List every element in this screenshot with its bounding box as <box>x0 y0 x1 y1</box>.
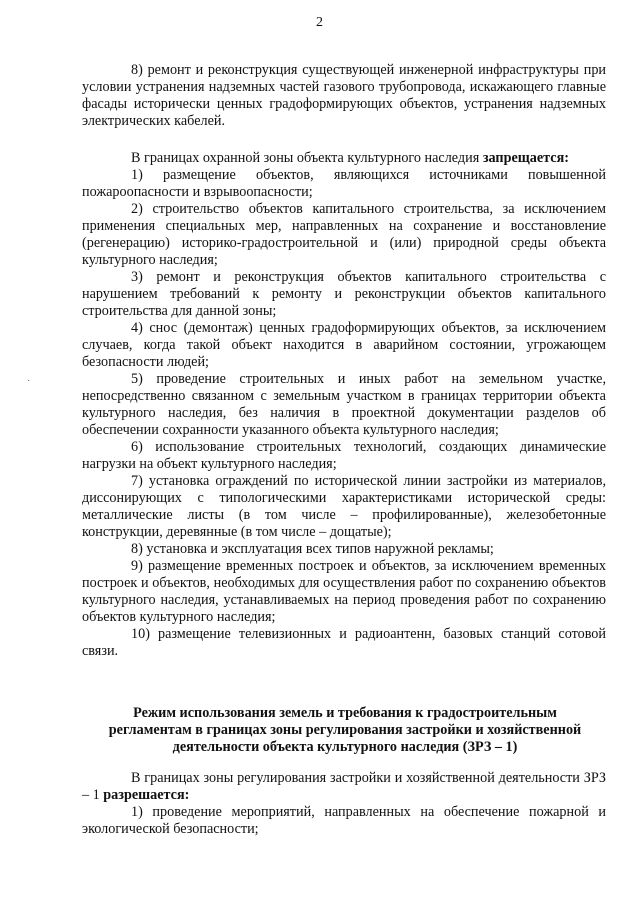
prohibited-item: 10) размещение телевизионных и радиоантенн, базовых станций сотовой связи. <box>82 626 606 659</box>
paragraph-item-8: 8) ремонт и реконструкция существующей инженерной инфраструктуры при условии устранения надземных частей газового трубопровода, искажающего главные фасады исторически ценных градоформирующих объектов, устранения надземных электрических кабелей. <box>82 62 606 129</box>
prohibited-keyword: запрещается: <box>482 150 569 166</box>
prohibited-item: 7) установка ограждений по исторической линии застройки из материалов, диссонирующих с типологическими характеристиками исторической среды: металлические листы (в том числе – профилированные), железобетонные конструкции, деревянные (в том числе – дощатые); <box>82 473 606 540</box>
prohibited-item: 6) использование строительных технологий, создающих динамические нагрузки на объект культурного наследия; <box>82 439 606 472</box>
prohibited-item: 3) ремонт и реконструкция объектов капитального строительства с нарушением требований к ремонту и реконструкции объектов капитального строительства для данной зоны; <box>82 269 606 319</box>
permitted-intro <box>82 770 606 804</box>
section-infrastructure <box>82 62 606 130</box>
section-heading <box>90 705 600 756</box>
prohibited-intro <box>82 150 606 167</box>
prohibited-item: 1) размещение объектов, являющихся источниками повышенной пожароопасности и взрывоопасности; <box>82 167 606 200</box>
heading-line: регламентам в границах зоны регулирования застройки и хозяйственной <box>108 722 582 738</box>
section-prohibited <box>82 150 606 660</box>
permitted-keyword: разрешается: <box>103 787 190 803</box>
heading-line: деятельности объекта культурного наследия (ЗРЗ – 1) <box>172 739 518 755</box>
prohibited-item: 2) строительство объектов капитального строительства, за исключением применения специальных мер, направленных на сохранение и восстановление (регенерацию) историко-градостроительной и (или) природной среды объекта культурного наследия; <box>82 201 606 268</box>
heading-line: Режим использования земель и требования к градостроительным <box>133 705 557 721</box>
prohibited-item: 4) снос (демонтаж) ценных градоформирующих объектов, за исключением случаев, когда такой объект находится в аварийном состоянии, угрожающем безопасности людей; <box>82 320 606 370</box>
permitted-intro-text: В границах зоны регулирования застройки и хозяйственной деятельности ЗРЗ – 1 <box>82 770 606 803</box>
prohibited-item: 9) размещение временных построек и объектов, за исключением временных построек и объектов, необходимых для осуществления работ по сохранению объектов культурного наследия, устанавливаемых на период проведения работ по сохранению объектов культурного наследия; <box>82 558 606 625</box>
section-permitted <box>82 770 606 838</box>
prohibited-item: 8) установка и эксплуатация всех типов наружной рекламы; <box>131 541 494 557</box>
prohibited-item: 5) проведение строительных и иных работ на земельном участке, непосредственно связанном с земельным участком в границах территории объекта культурного наследия, без наличия в проектной документации разделов об обеспечении сохранности указанного объекта культурного наследия; <box>82 371 606 438</box>
permitted-item: 1) проведение мероприятий, направленных на обеспечение пожарной и экологической безопасности; <box>82 804 606 837</box>
page-number: 2 <box>316 15 323 30</box>
margin-mark: ˙ <box>27 379 31 390</box>
prohibited-intro-text: В границах охранной зоны объекта культурного наследия <box>131 150 483 166</box>
